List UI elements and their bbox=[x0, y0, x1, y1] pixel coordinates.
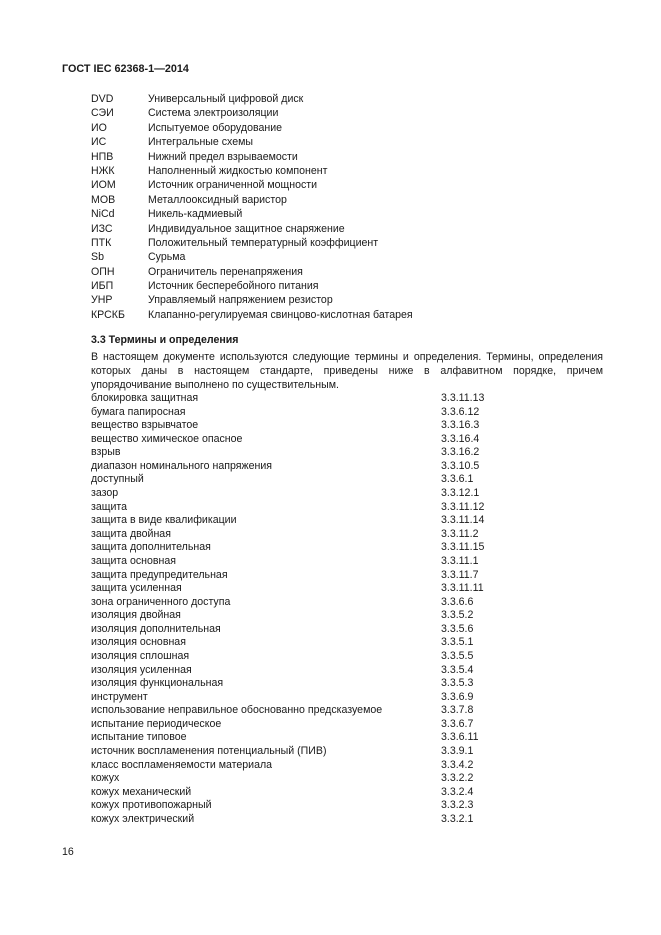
abbreviation: МОВ bbox=[91, 193, 116, 206]
term: защита основная bbox=[91, 554, 176, 567]
abbreviation-row bbox=[91, 207, 413, 221]
term-row bbox=[91, 718, 491, 732]
term-reference: 3.3.9.1 bbox=[441, 745, 474, 758]
term-reference: 3.3.11.15 bbox=[441, 541, 485, 554]
term: вещество химическое опасное bbox=[91, 432, 243, 445]
term: защита bbox=[91, 500, 128, 513]
term-row bbox=[91, 636, 491, 650]
term-reference: 3.3.6.9 bbox=[441, 690, 474, 703]
abbreviation-meaning: Положительный температурный коэффициент bbox=[148, 236, 379, 249]
term: доступный bbox=[91, 473, 144, 486]
term-row bbox=[91, 745, 491, 759]
term-reference: 3.3.5.2 bbox=[441, 609, 474, 622]
term-row bbox=[91, 528, 491, 542]
term-row bbox=[91, 473, 491, 487]
abbreviation-meaning: Нижний предел взрываемости bbox=[148, 150, 298, 163]
abbreviation-meaning: Металлооксидный варистор bbox=[148, 193, 287, 206]
abbreviation-meaning: Источник ограниченной мощности bbox=[148, 179, 318, 192]
term-reference: 3.3.12.1 bbox=[441, 487, 480, 500]
abbreviation-row bbox=[91, 279, 413, 293]
term-row bbox=[91, 813, 491, 827]
abbreviation: КРСКБ bbox=[91, 308, 125, 321]
abbreviation: НПВ bbox=[91, 150, 114, 163]
term-reference: 3.3.11.2 bbox=[441, 527, 479, 540]
term: кожух механический bbox=[91, 785, 192, 798]
term-row bbox=[91, 786, 491, 800]
term-row bbox=[91, 704, 491, 718]
term-reference: 3.3.11.11 bbox=[441, 582, 484, 595]
term-reference: 3.3.11.12 bbox=[441, 500, 485, 513]
abbreviation: Sb bbox=[91, 251, 104, 264]
term: блокировка защитная bbox=[91, 392, 199, 404]
term-reference: 3.3.2.1 bbox=[441, 812, 474, 825]
term-row bbox=[91, 772, 491, 786]
term-reference: 3.3.11.7 bbox=[441, 568, 479, 581]
term-reference: 3.3.5.4 bbox=[441, 663, 474, 676]
abbreviations-list bbox=[91, 92, 413, 322]
term-row bbox=[91, 501, 491, 515]
abbreviation: NiCd bbox=[91, 208, 115, 221]
term: вещество взрывчатое bbox=[91, 419, 199, 432]
term-reference: 3.3.5.3 bbox=[441, 677, 474, 690]
term-reference: 3.3.16.3 bbox=[441, 419, 480, 432]
term-row bbox=[91, 623, 491, 637]
abbreviation-row bbox=[91, 236, 413, 250]
term-reference: 3.3.6.11 bbox=[441, 731, 479, 744]
term-row bbox=[91, 555, 491, 569]
abbreviation-meaning: Интегральные схемы bbox=[148, 136, 254, 149]
abbreviation-meaning: Индивидуальное защитное снаряжение bbox=[148, 222, 345, 235]
term-row bbox=[91, 541, 491, 555]
abbreviation: ИЗС bbox=[91, 222, 113, 235]
abbreviation-row bbox=[91, 250, 413, 264]
term: защита дополнительная bbox=[91, 541, 211, 554]
term-reference: 3.3.11.13 bbox=[441, 392, 485, 404]
term: источник воспламенения потенциальный (ПИВ) bbox=[91, 745, 327, 758]
term-reference: 3.3.7.8 bbox=[441, 704, 474, 717]
term-reference: 3.3.5.6 bbox=[441, 622, 474, 635]
abbreviation-row bbox=[91, 308, 413, 322]
term: изоляция основная bbox=[91, 636, 186, 649]
term-row bbox=[91, 514, 491, 528]
abbreviation-row bbox=[91, 92, 413, 106]
abbreviation-row bbox=[91, 222, 413, 236]
term: защита двойная bbox=[91, 527, 171, 540]
term: класс воспламеняемости материала bbox=[91, 758, 273, 771]
page-number: 16 bbox=[62, 846, 74, 858]
term-row bbox=[91, 731, 491, 745]
abbreviation-meaning: Система электроизоляции bbox=[148, 107, 279, 120]
abbreviation-meaning: Никель-кадмиевый bbox=[148, 208, 243, 221]
term-reference: 3.3.2.3 bbox=[441, 799, 474, 812]
term-row bbox=[91, 759, 491, 773]
term-row bbox=[91, 406, 491, 420]
abbreviation: УНР bbox=[91, 294, 113, 307]
term: зона ограниченного доступа bbox=[91, 595, 231, 608]
term-row bbox=[91, 650, 491, 664]
abbreviation-meaning: Управляемый напряжением резистор bbox=[148, 294, 333, 307]
term-reference: 3.3.16.4 bbox=[441, 432, 480, 445]
term-reference: 3.3.16.2 bbox=[441, 446, 480, 459]
term-row bbox=[91, 677, 491, 691]
term-row bbox=[91, 691, 491, 705]
abbreviation: ПТК bbox=[91, 236, 112, 249]
abbreviation-meaning: Сурьма bbox=[148, 251, 186, 264]
term: кожух противопожарный bbox=[91, 799, 212, 812]
term-reference: 3.3.10.5 bbox=[441, 459, 480, 472]
abbreviation-row bbox=[91, 135, 413, 149]
term-reference: 3.3.11.14 bbox=[441, 514, 485, 527]
abbreviation: ИО bbox=[91, 121, 107, 134]
term: изоляция двойная bbox=[91, 609, 181, 622]
abbreviation-meaning: Источник бесперебойного питания bbox=[148, 280, 319, 293]
term: зазор bbox=[91, 487, 119, 500]
abbreviation: СЭИ bbox=[91, 107, 114, 120]
term-row bbox=[91, 446, 491, 460]
term: изоляция усиленная bbox=[91, 663, 192, 676]
abbreviation-meaning: Наполненный жидкостью компонент bbox=[148, 164, 328, 177]
term: изоляция дополнительная bbox=[91, 622, 221, 635]
term: изоляция сплошная bbox=[91, 649, 190, 662]
term-reference: 3.3.6.1 bbox=[441, 473, 474, 486]
term-reference: 3.3.5.1 bbox=[441, 636, 474, 649]
term-reference: 3.3.5.5 bbox=[441, 649, 474, 662]
abbreviation-row bbox=[91, 265, 413, 279]
abbreviation: ИС bbox=[91, 136, 107, 149]
abbreviation-row bbox=[91, 178, 413, 192]
term-row bbox=[91, 569, 491, 583]
abbreviation-row bbox=[91, 121, 413, 135]
term: использование неправильное обоснованно предсказуемое bbox=[91, 704, 383, 717]
term-row bbox=[91, 392, 491, 406]
terms-index bbox=[91, 392, 491, 827]
abbreviation-meaning: Испытуемое оборудование bbox=[148, 121, 283, 134]
abbreviation-meaning: Ограничитель перенапряжения bbox=[148, 265, 303, 278]
term-row bbox=[91, 487, 491, 501]
term-row bbox=[91, 596, 491, 610]
term-reference: 3.3.2.4 bbox=[441, 785, 474, 798]
intro-paragraph-text: В настоящем документе используются следующие термины и определения. Термины, определения которых даны в настоящем стандарте, приведены ниже в алфавитном порядке, причем упорядочивание выполнено по существительным. bbox=[91, 351, 603, 391]
term-reference: 3.3.4.2 bbox=[441, 758, 474, 771]
abbreviation: ИОМ bbox=[91, 179, 116, 192]
term: кожух электрический bbox=[91, 812, 195, 825]
term: кожух bbox=[91, 772, 120, 785]
abbreviation: DVD bbox=[91, 93, 114, 105]
abbreviation-meaning: Клапанно-регулируемая свинцово-кислотная батарея bbox=[148, 308, 413, 321]
term-row bbox=[91, 582, 491, 596]
section-title: 3.3 Термины и определения bbox=[91, 334, 239, 346]
abbreviation-row bbox=[91, 193, 413, 207]
intro-paragraph bbox=[62, 350, 603, 392]
abbreviation-row bbox=[91, 150, 413, 164]
term-reference: 3.3.6.6 bbox=[441, 595, 474, 608]
abbreviation-row bbox=[91, 164, 413, 178]
abbreviation: НЖК bbox=[91, 164, 115, 177]
term: взрыв bbox=[91, 446, 121, 459]
term: инструмент bbox=[91, 690, 148, 703]
term: бумага папиросная bbox=[91, 405, 186, 418]
term-row bbox=[91, 433, 491, 447]
term-row bbox=[91, 460, 491, 474]
abbreviation-meaning: Универсальный цифровой диск bbox=[148, 93, 304, 105]
term-reference: 3.3.6.12 bbox=[441, 405, 480, 418]
abbreviation: ОПН bbox=[91, 265, 115, 278]
term-row bbox=[91, 419, 491, 433]
term-row bbox=[91, 609, 491, 623]
document-header: ГОСТ IEC 62368-1—2014 bbox=[62, 63, 189, 75]
term: испытание типовое bbox=[91, 731, 187, 744]
term: диапазон номинального напряжения bbox=[91, 459, 272, 472]
term: защита усиленная bbox=[91, 582, 182, 595]
abbreviation-row bbox=[91, 106, 413, 120]
abbreviation: ИБП bbox=[91, 280, 114, 293]
term-row bbox=[91, 664, 491, 678]
term-row bbox=[91, 799, 491, 813]
term: испытание периодическое bbox=[91, 717, 222, 730]
term: изоляция функциональная bbox=[91, 677, 224, 690]
term: защита предупредительная bbox=[91, 568, 228, 581]
term: защита в виде квалификации bbox=[91, 514, 237, 527]
term-reference: 3.3.11.1 bbox=[441, 554, 479, 567]
abbreviation-row bbox=[91, 293, 413, 307]
term-reference: 3.3.2.2 bbox=[441, 772, 474, 785]
term-reference: 3.3.6.7 bbox=[441, 717, 474, 730]
